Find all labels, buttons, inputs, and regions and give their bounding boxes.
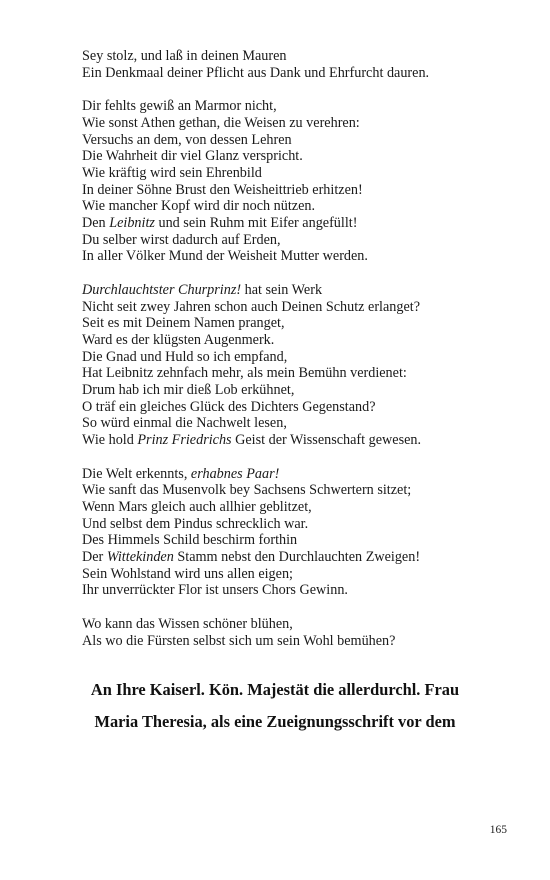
poem-line	[82, 148, 522, 165]
poem-line	[82, 182, 522, 199]
text-segment: Drum hab ich mir dieß Lob erkühnet,	[82, 382, 295, 399]
text-segment: Wie kräftig wird sein Ehrenbild	[82, 164, 262, 181]
text-segment: Du selber wirst dadurch auf Erden,	[82, 231, 281, 248]
poem-line	[82, 332, 522, 349]
poem-line	[82, 282, 522, 299]
text-segment: Dir fehlts gewiß an Marmor nicht,	[82, 98, 277, 115]
text-segment: Wie mancher Kopf wird dir noch nützen.	[82, 198, 316, 215]
poem-line	[82, 616, 522, 633]
text-segment: Sey stolz, und laß in deinen Mauren	[82, 48, 287, 64]
stanza	[82, 616, 522, 649]
poem-line	[82, 399, 522, 416]
poem-line	[82, 98, 522, 115]
poem-line	[82, 516, 522, 533]
text-segment: hat sein Werk	[241, 281, 323, 298]
poem-line	[82, 248, 522, 265]
stanza	[82, 466, 522, 600]
text-segment: Stamm nebst den Durchlauchten Zweigen!	[173, 549, 421, 566]
text-segment: Als wo die Fürsten selbst sich um sein Wohl bemühen?	[82, 632, 396, 649]
text-segment: Ihr unverrückter Flor ist unsers Chors Gewinn.	[82, 582, 348, 599]
text-segment: Des Himmels Schild beschirm forthin	[82, 532, 298, 549]
text-segment: Ward es der klügsten Augenmerk.	[82, 331, 275, 348]
poem-line	[82, 415, 522, 432]
poem-line	[82, 432, 522, 449]
poem-line	[82, 115, 522, 132]
poem-body	[82, 48, 522, 666]
stanza	[82, 48, 522, 81]
poem-line	[82, 482, 522, 499]
poem-line	[82, 198, 522, 215]
text-segment: Ein Denkmaal deiner Pflicht aus Dank und Ehrfurcht dauren.	[82, 64, 430, 81]
text-segment: In deiner Söhne Brust den Weisheittrieb erhitzen!	[82, 181, 363, 198]
italic-text: Durchlauchtster Churprinz!	[82, 281, 242, 298]
text-segment: Wo kann das Wissen schöner blühen,	[82, 615, 293, 632]
poem-line	[82, 299, 522, 316]
text-segment: Nicht seit zwey Jahren schon auch Deinen Schutz erlanget?	[82, 298, 421, 315]
poem-line	[82, 132, 522, 149]
poem-line	[82, 566, 522, 583]
text-segment: und sein Ruhm mit Eifer angefüllt!	[154, 215, 358, 232]
poem-line	[82, 499, 522, 516]
poem-line	[82, 315, 522, 332]
poem-line	[82, 365, 522, 382]
text-segment: Und selbst dem Pindus schrecklich war.	[82, 515, 309, 532]
poem-line	[82, 349, 522, 366]
text-segment: Versuchs an dem, von dessen Lehren	[82, 131, 292, 148]
stanza	[82, 98, 522, 265]
text-segment: Der	[82, 549, 107, 566]
page-number: 165	[489, 824, 507, 836]
poem-line	[82, 633, 522, 650]
italic-text: Leibnitz	[109, 215, 155, 232]
text-segment: Wie hold	[82, 432, 138, 449]
section-heading-line-2: Maria Theresia, als eine Zueignungsschrift vor dem	[94, 712, 456, 731]
text-segment: Die Gnad und Huld so ich empfand,	[82, 348, 288, 365]
text-segment: In aller Völker Mund der Weisheit Mutter werden.	[82, 248, 368, 265]
poem-line	[82, 549, 522, 566]
text-segment: Wie sonst Athen gethan, die Weisen zu verehren:	[82, 114, 360, 131]
italic-text: Wittekinden	[106, 549, 174, 566]
text-segment: Die Wahrheit dir viel Glanz verspricht.	[82, 148, 303, 165]
poem-line	[82, 215, 522, 232]
poem-line	[82, 382, 522, 399]
text-segment: Wie sanft das Musenvolk bey Sachsens Schwertern sitzet;	[82, 482, 412, 499]
poem-line	[82, 165, 522, 182]
stanza	[82, 282, 522, 449]
text-segment: O träf ein gleiches Glück des Dichters Gegenstand?	[82, 398, 376, 415]
poem-line	[82, 466, 522, 483]
section-heading-line-1: An Ihre Kaiserl. Kön. Majestät die allerdurchl. Frau	[90, 680, 460, 699]
text-segment: Wenn Mars gleich auch allhier geblitzet,	[82, 498, 312, 515]
poem-line	[82, 48, 522, 65]
italic-text: Prinz Friedrichs	[137, 432, 232, 449]
text-segment: So würd einmal die Nachwelt lesen,	[82, 415, 287, 432]
text-segment: Geist der Wissenschaft gewesen.	[231, 432, 422, 449]
text-segment: Die Welt erkennts,	[82, 465, 191, 482]
text-segment: Hat Leibnitz zehnfach mehr, als mein Bemühn verdienet:	[82, 365, 407, 382]
poem-line	[82, 232, 522, 249]
italic-text: erhabnes Paar!	[190, 465, 280, 482]
text-segment: Sein Wohlstand wird uns allen eigen;	[82, 565, 293, 582]
poem-line	[82, 582, 522, 599]
text-segment: Den	[82, 215, 110, 232]
text-segment: Seit es mit Deinem Namen pranget,	[82, 315, 285, 332]
poem-line	[82, 65, 522, 82]
poem-line	[82, 532, 522, 549]
